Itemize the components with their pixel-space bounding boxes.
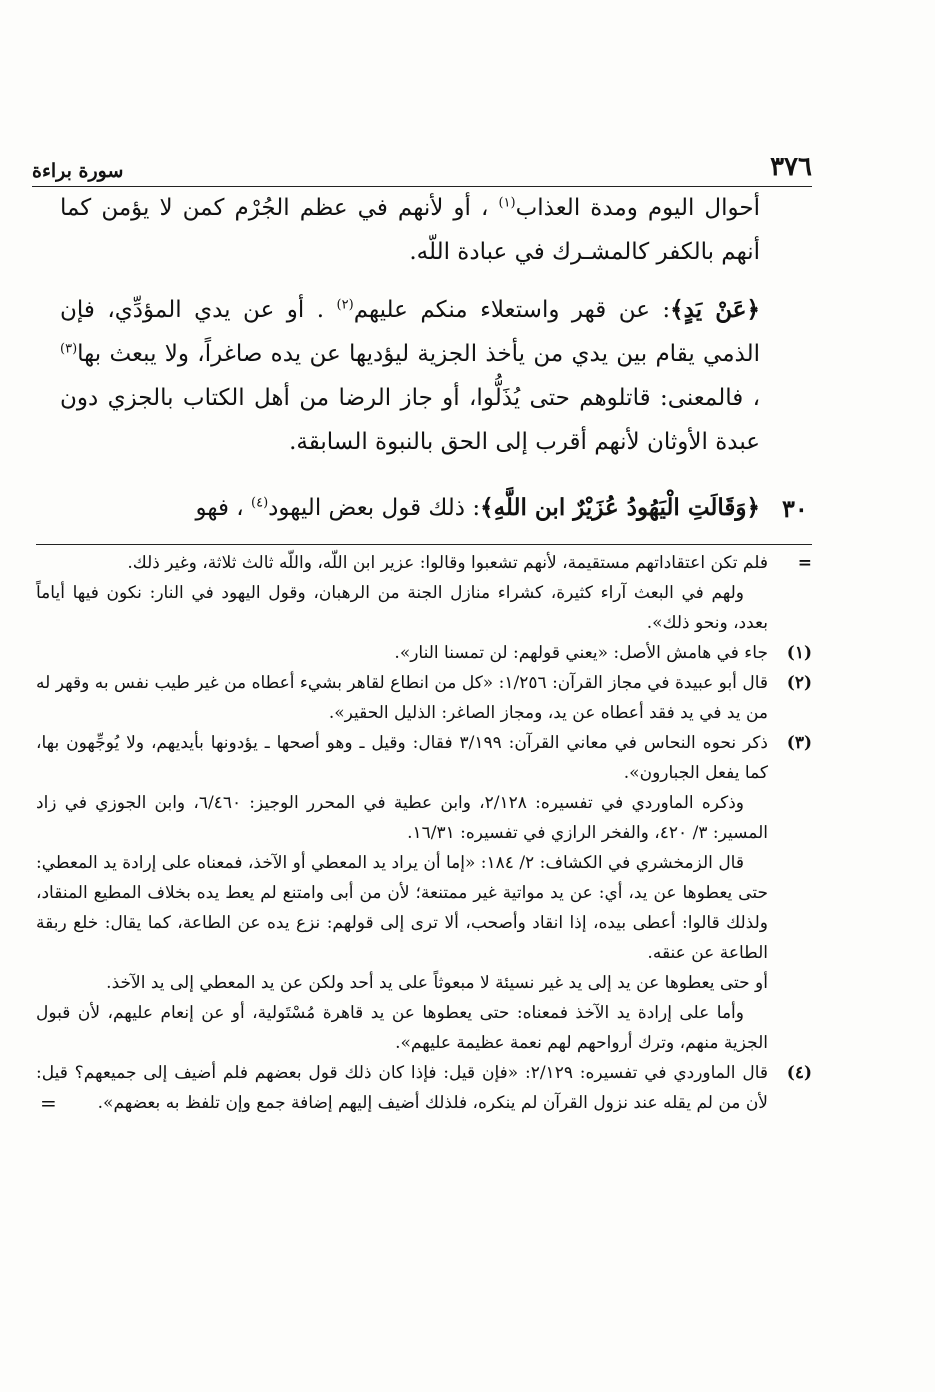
footnote-3: (٣) ذكر نحوه النحاس في معاني القرآن: ٣/١٩٩ فقال: وقيل ـ وهو أصحها ـ يؤدونها بأيديهم، ولا يُوجِّهون بها، كما يفعل الجبارون». [36, 728, 812, 788]
footnote-3-mark: (٣) [786, 733, 812, 753]
end-continuation-mark: = [40, 1091, 57, 1115]
quran-quote-verse: ﴿وَقَالَتِ الْيَهُودُ عُزَيْرٌ ابن اللَّهِ﴾ [480, 494, 760, 521]
footnote-3-para-2: وذكره الماوردي في تفسيره: ٢/١٢٨، وابن عطية في المحرر الوجيز: ٦/٤٦٠، وابن الجوزي في زاد المسير: ٣/ ٤٢٠، والفخر الرازي في تفسيره: ١٦/٣١. [36, 793, 768, 843]
page-number: ٣٧٦ [770, 152, 812, 182]
running-title: سورة براءة [32, 160, 124, 182]
verse-line: ﴿وَقَالَتِ الْيَهُودُ عُزَيْرٌ ابن اللَّهِ﴾: ذلك قول بعض اليهود$^{(٤)}$ ، فهو [195, 494, 760, 521]
quran-quote: ﴿عَنْ يَدٍ﴾ [670, 296, 760, 323]
verse-line-number: ٣٠ [782, 494, 808, 523]
footnote-3-para-4: أو حتى يعطوها عن يد إلى يد غير نسيئة لا مبعوثاً على يد أحد ولكن عن يد المعطي إلى يد الآخذ. [106, 973, 768, 993]
footnote-3-para-3: قال الزمخشري في الكشاف: ٢/ ١٨٤: «إما أن يراد يد المعطي أو الآخذ، فمعناه على إرادة يد المعطي: حتى يعطوها عن يد، أي: عن يد مواتية غير ممتنعة؛ لأن من أبى وامتنع لم يعط يده بخلاف المطيع المنقاد، ولذلك قالوا: أعطى بيده، إذا انقاد وأصحب، ألا ترى إلى قولهم: نزع يده عن الطاعة، كما يقال: خلع ربقة الطاعة عن عنقه. [36, 853, 768, 963]
footnote-ref-2[interactable]: (٢) [336, 297, 354, 313]
footnote-2-mark: (٢) [786, 673, 812, 693]
footnotes [36, 548, 812, 1118]
page-header [32, 148, 812, 187]
footnote-ref-3[interactable]: (٣) [60, 341, 78, 357]
main-text [60, 186, 760, 478]
footnote-continuation-2: ولهم في البعث آراء كثيرة، كشراء منازل الجنة من الرهبان، وقول اليهود في النار: نكون فيها أياماً بعدد، ونحو ذلك». [36, 583, 768, 633]
footnote-separator [36, 544, 812, 545]
footnote-4-mark: (٤) [786, 1063, 812, 1083]
continuation-mark: = [797, 553, 812, 573]
footnote-4: (٤) قال الماوردي في تفسيره: ٢/١٢٩: «فإن قيل: فإذا كان ذلك قول بعضهم فلم أضيف إلى جميعهم؟ قيل: لأن من لم يقله عند نزول القرآن لم ينكره، فلذلك أضيف إليهم إضافة جمع وإن تلفظ به بعضهم». = [36, 1058, 812, 1118]
footnote-1-mark: (١) [786, 643, 812, 663]
footnote-ref-4[interactable]: (٤) [251, 495, 269, 511]
main-paragraph-2: ﴿عَنْ يَدٍ﴾: عن قهر واستعلاء منكم عليهم$^{(٢)}$ . أو عن يدي المؤدِّي، فإن الذمي يقام بين يدي من يأخذ الجزية ليؤديها عن يده صاغراً، ولا يبعث بها$^{(٣)}$ ، فالمعنى: قاتلوهم حتى يُذَلُّوا، أو جاز الرضا من أهل الكتاب بالجزي دون عبدة الأوثان لأنهم أقرب إلى الحق بالنبوة السابقة. [60, 296, 760, 455]
footnote-3-para-5: وأما على إرادة يد الآخذ فمعناه: حتى يعطوها عن يد قاهرة مُسْتَولية، أو عن إنعام عليهم، لأن قبول الجزية منهم، وترك أرواحهم لهم نعمة عظيمة عليهم». [36, 1003, 768, 1053]
footnote-ref-1[interactable]: (١) [498, 195, 516, 211]
footnote-1: (١) جاء في هامش الأصل: «يعني قولهم: لن تمسنا النار». [36, 638, 812, 668]
main-paragraph-1: أحوال اليوم ومدة العذاب$^{(١)}$ ، أو لأنهم في عظم الجُرْم كمن لا يؤمن كما أنهم بالكفر كالمشـرك في عبادة اللّه. [60, 195, 760, 265]
footnote-continuation: = فلم تكن اعتقاداتهم مستقيمة، لأنهم تشعبوا وقالوا: عزير ابن اللّه، واللّه ثالث ثلاثة، وغير ذلك. [36, 548, 812, 578]
footnote-2: (٢) قال أبو عبيدة في مجاز القرآن: ١/٢٥٦: «كل من انطاع لقاهر بشيء أعطاه من غير طيب نفس به وقهر له من يد في يد فقد أعطاه عن يد، ومجاز الصاغر: الذليل الحقير». [36, 668, 812, 728]
